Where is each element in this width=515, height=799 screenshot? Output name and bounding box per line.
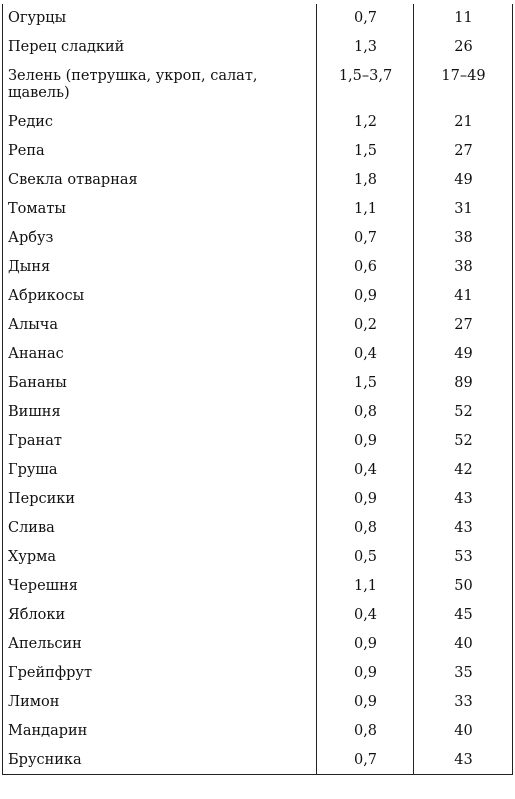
value-a-cell: 0,9 bbox=[317, 629, 414, 658]
product-name-cell: Груша bbox=[3, 455, 317, 484]
value-b-cell: 43 bbox=[414, 513, 513, 542]
product-name-cell: Ананас bbox=[3, 339, 317, 368]
product-name-cell: Слива bbox=[3, 513, 317, 542]
value-b-cell: 40 bbox=[414, 716, 513, 745]
value-b-cell: 11 bbox=[414, 4, 513, 32]
value-b-cell: 31 bbox=[414, 194, 513, 223]
product-name-cell: Свекла отварная bbox=[3, 165, 317, 194]
table-row bbox=[3, 61, 513, 107]
value-a-cell: 1,3 bbox=[317, 32, 414, 61]
value-a-cell: 0,2 bbox=[317, 310, 414, 339]
product-name-cell: Перец сладкий bbox=[3, 32, 317, 61]
value-a-cell: 1,2 bbox=[317, 107, 414, 136]
product-name-cell: Арбуз bbox=[3, 223, 317, 252]
value-b-cell: 42 bbox=[414, 455, 513, 484]
product-name-cell: Зелень (петрушка, укроп, салат, щавель) bbox=[3, 61, 317, 107]
product-name-cell: Апельсин bbox=[3, 629, 317, 658]
value-a-cell: 0,4 bbox=[317, 339, 414, 368]
value-a-cell: 0,4 bbox=[317, 600, 414, 629]
table-row bbox=[3, 542, 513, 571]
table-row bbox=[3, 687, 513, 716]
value-b-cell: 35 bbox=[414, 658, 513, 687]
value-b-cell: 49 bbox=[414, 165, 513, 194]
value-b-cell: 17–49 bbox=[414, 61, 513, 107]
value-b-cell: 52 bbox=[414, 426, 513, 455]
table-row bbox=[3, 310, 513, 339]
table-row bbox=[3, 194, 513, 223]
table-row bbox=[3, 426, 513, 455]
value-b-cell: 53 bbox=[414, 542, 513, 571]
table-row bbox=[3, 252, 513, 281]
value-a-cell: 0,9 bbox=[317, 426, 414, 455]
product-name-cell: Редис bbox=[3, 107, 317, 136]
value-b-cell: 38 bbox=[414, 223, 513, 252]
value-a-cell: 0,8 bbox=[317, 397, 414, 426]
product-name-cell: Огурцы bbox=[3, 4, 317, 32]
value-a-cell: 0,7 bbox=[317, 745, 414, 775]
value-a-cell: 0,9 bbox=[317, 687, 414, 716]
table-row bbox=[3, 136, 513, 165]
product-name-cell: Яблоки bbox=[3, 600, 317, 629]
table-row bbox=[3, 513, 513, 542]
value-a-cell: 1,1 bbox=[317, 194, 414, 223]
table-row bbox=[3, 223, 513, 252]
value-b-cell: 21 bbox=[414, 107, 513, 136]
value-b-cell: 41 bbox=[414, 281, 513, 310]
value-b-cell: 89 bbox=[414, 368, 513, 397]
product-name-cell: Мандарин bbox=[3, 716, 317, 745]
product-name-cell: Персики bbox=[3, 484, 317, 513]
table-row bbox=[3, 368, 513, 397]
value-a-cell: 0,9 bbox=[317, 281, 414, 310]
value-a-cell: 1,5 bbox=[317, 136, 414, 165]
product-name-cell: Абрикосы bbox=[3, 281, 317, 310]
product-name-cell: Бананы bbox=[3, 368, 317, 397]
value-a-cell: 1,8 bbox=[317, 165, 414, 194]
product-name-cell: Брусника bbox=[3, 745, 317, 775]
value-b-cell: 33 bbox=[414, 687, 513, 716]
product-name-cell: Гранат bbox=[3, 426, 317, 455]
product-name-cell: Грейпфрут bbox=[3, 658, 317, 687]
value-a-cell: 0,9 bbox=[317, 658, 414, 687]
table-row bbox=[3, 455, 513, 484]
value-a-cell: 0,7 bbox=[317, 223, 414, 252]
table-row bbox=[3, 745, 513, 775]
table-row bbox=[3, 716, 513, 745]
product-name-cell: Лимон bbox=[3, 687, 317, 716]
product-name-cell: Вишня bbox=[3, 397, 317, 426]
value-a-cell: 1,5 bbox=[317, 368, 414, 397]
table-row bbox=[3, 165, 513, 194]
product-name-cell: Томаты bbox=[3, 194, 317, 223]
product-name-cell: Алыча bbox=[3, 310, 317, 339]
table-row bbox=[3, 658, 513, 687]
value-b-cell: 40 bbox=[414, 629, 513, 658]
table-row bbox=[3, 107, 513, 136]
value-a-cell: 0,7 bbox=[317, 4, 414, 32]
table-body bbox=[3, 4, 513, 775]
value-b-cell: 27 bbox=[414, 310, 513, 339]
table-row bbox=[3, 600, 513, 629]
table-row bbox=[3, 397, 513, 426]
value-b-cell: 38 bbox=[414, 252, 513, 281]
value-a-cell: 0,4 bbox=[317, 455, 414, 484]
value-b-cell: 45 bbox=[414, 600, 513, 629]
value-a-cell: 0,5 bbox=[317, 542, 414, 571]
value-b-cell: 43 bbox=[414, 745, 513, 775]
value-a-cell: 0,9 bbox=[317, 484, 414, 513]
value-a-cell: 1,1 bbox=[317, 571, 414, 600]
product-name-cell: Репа bbox=[3, 136, 317, 165]
value-a-cell: 0,6 bbox=[317, 252, 414, 281]
table-row bbox=[3, 571, 513, 600]
table-row bbox=[3, 484, 513, 513]
value-a-cell: 1,5–3,7 bbox=[317, 61, 414, 107]
table-row bbox=[3, 629, 513, 658]
product-name-cell: Хурма bbox=[3, 542, 317, 571]
value-b-cell: 50 bbox=[414, 571, 513, 600]
nutrition-table bbox=[2, 4, 513, 775]
product-name-cell: Дыня bbox=[3, 252, 317, 281]
value-b-cell: 52 bbox=[414, 397, 513, 426]
value-a-cell: 0,8 bbox=[317, 716, 414, 745]
value-b-cell: 49 bbox=[414, 339, 513, 368]
table-row bbox=[3, 32, 513, 61]
value-b-cell: 26 bbox=[414, 32, 513, 61]
table-row bbox=[3, 4, 513, 32]
product-name-cell: Черешня bbox=[3, 571, 317, 600]
table-row bbox=[3, 339, 513, 368]
value-b-cell: 27 bbox=[414, 136, 513, 165]
table-row bbox=[3, 281, 513, 310]
value-b-cell: 43 bbox=[414, 484, 513, 513]
value-a-cell: 0,8 bbox=[317, 513, 414, 542]
